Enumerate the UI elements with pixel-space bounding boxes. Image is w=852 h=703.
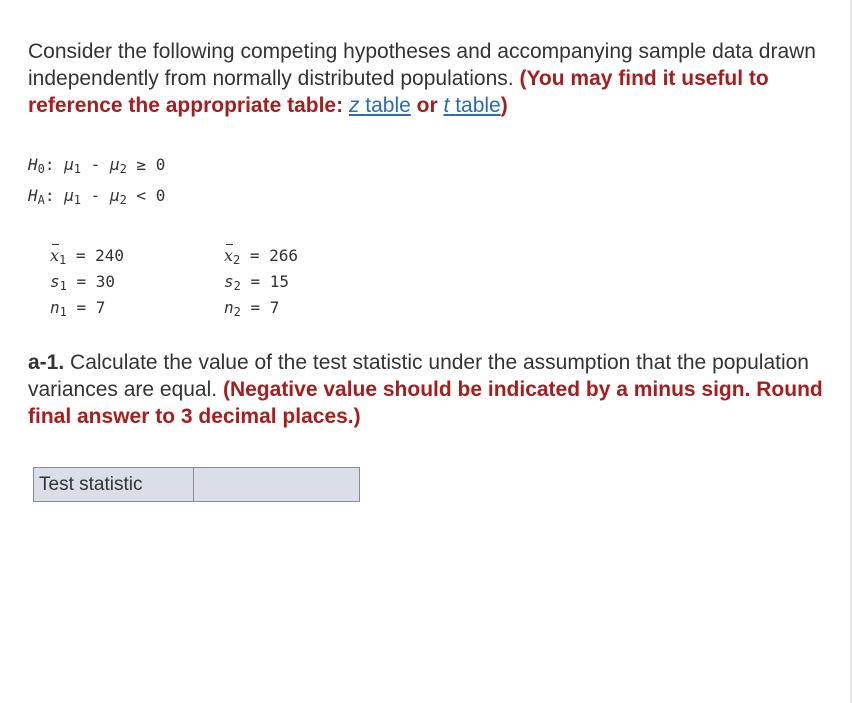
table-hint: (You may find it useful to reference the appropriate table: z table or t table): [28, 67, 769, 117]
part-a1-instruction: (Negative value should be indicated by a minus sign. Round final answer to 3 decimal places.): [28, 378, 823, 428]
sample-2-stats: [224, 243, 354, 321]
table-row: [34, 468, 360, 502]
hypotheses: [28, 150, 165, 212]
answer-table: [33, 467, 360, 502]
test-statistic-input[interactable]: [194, 468, 360, 502]
sample-2-sd: s2 = 15: [224, 272, 290, 293]
sample-1-sd: s1 = 30: [50, 272, 116, 293]
alternative-hypothesis: HA: μ1 - μ2 < 0: [28, 186, 166, 207]
part-a1-question: [28, 349, 828, 430]
sample-1-size: n1 = 7: [50, 298, 106, 319]
null-hypothesis: H0: μ1 - μ2 ≥ 0: [28, 155, 166, 176]
question-intro: Consider the following competing hypotheses and accompanying sample data drawn independently from normally distributed populations.: [28, 40, 816, 90]
test-statistic-label: Test statistic: [34, 468, 194, 502]
sample-1-mean: x1 = 240: [50, 243, 180, 269]
part-a1-label: a-1.: [28, 351, 65, 374]
t-table-link[interactable]: t table: [443, 94, 501, 117]
sample-2-mean: x2 = 266: [224, 243, 354, 269]
z-table-link[interactable]: z table: [348, 94, 411, 117]
sample-1-stats: [50, 243, 180, 321]
sample-2-size: n2 = 7: [224, 298, 280, 319]
question-text: [28, 38, 828, 119]
part-a1-text: Calculate the value of the test statistic under the assumption that the population variances are equal.: [28, 351, 809, 401]
